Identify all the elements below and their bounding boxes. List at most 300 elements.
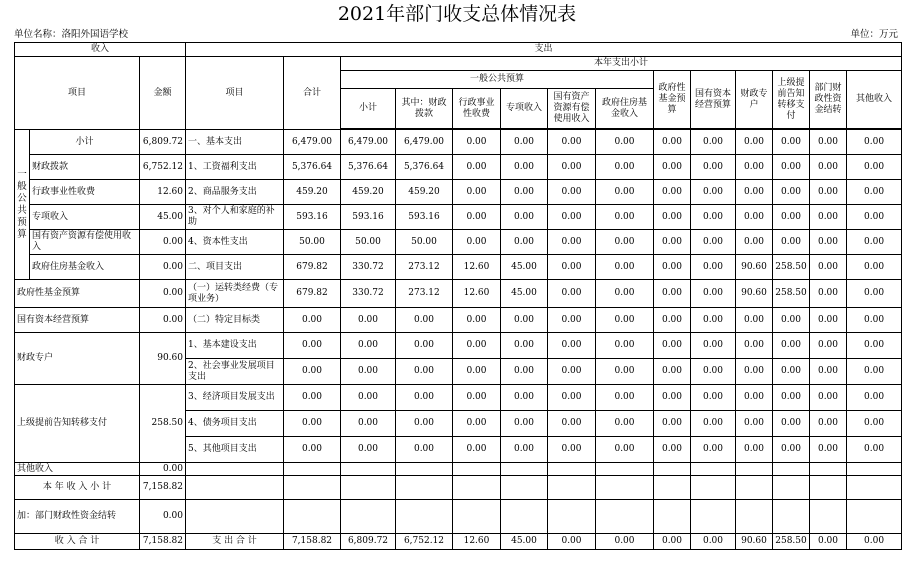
- value-cell: 0.00: [736, 155, 773, 180]
- value-cell: 0.00: [847, 437, 902, 463]
- value-cell: 0.00: [596, 333, 654, 359]
- value-cell: 0.00: [691, 359, 736, 385]
- state-capital-header: 国有资本经营预算: [691, 71, 736, 129]
- value-cell: 0.00: [453, 411, 501, 437]
- table-row: [15, 255, 902, 280]
- empty-cell: [186, 500, 284, 534]
- general-budget-header: 一般公共预算: [341, 71, 654, 89]
- value-cell: 0.00: [596, 155, 654, 180]
- value-cell: 0.00: [453, 333, 501, 359]
- value-cell: 0.00: [736, 130, 773, 155]
- value-cell: 0.00: [691, 130, 736, 155]
- value-cell: 0.00: [847, 205, 902, 230]
- empty-cell: [341, 500, 396, 534]
- other-income-header: 其他收入: [847, 71, 902, 129]
- income-amount: 0.00: [140, 500, 186, 534]
- value-cell: 0.00: [548, 333, 596, 359]
- value-cell: 0.00: [501, 385, 548, 411]
- value-cell: 0.00: [691, 411, 736, 437]
- income-item: 本 年 收 入 小 计: [15, 476, 140, 500]
- value-cell: 0.00: [736, 180, 773, 205]
- value-cell: 0.00: [654, 308, 691, 333]
- empty-cell: [501, 463, 548, 476]
- value-cell: 0.00: [284, 333, 341, 359]
- empty-cell: [773, 476, 810, 500]
- income-item: 小计: [30, 130, 140, 155]
- expense-item: 3、对个人和家庭的补助: [186, 205, 284, 230]
- table-row: [15, 205, 902, 230]
- subtotal-header: 小计: [341, 89, 396, 129]
- value-cell: 0.00: [548, 534, 596, 550]
- value-cell: 0.00: [691, 180, 736, 205]
- empty-cell: [341, 476, 396, 500]
- table-row: [15, 463, 902, 476]
- income-total-amount: 7,158.82: [140, 534, 186, 550]
- value-cell: 0.00: [284, 437, 341, 463]
- value-cell: 0.00: [810, 308, 847, 333]
- expense-item: 5、其他项目支出: [186, 437, 284, 463]
- value-cell: 0.00: [548, 385, 596, 411]
- amount-header: 金额: [140, 57, 186, 130]
- empty-cell: [596, 463, 654, 476]
- value-cell: 0.00: [596, 411, 654, 437]
- value-cell: 12.60: [453, 280, 501, 308]
- income-amount: 7,158.82: [140, 476, 186, 500]
- value-cell: 0.00: [736, 359, 773, 385]
- expense-total-label: 支 出 合 计: [186, 534, 284, 550]
- table-row: [15, 500, 902, 534]
- unit-label: 单位：万元: [850, 29, 898, 40]
- empty-cell: [736, 463, 773, 476]
- empty-cell: [396, 463, 453, 476]
- empty-cell: [810, 500, 847, 534]
- income-item: 行政事业性收费: [30, 180, 140, 205]
- empty-cell: [453, 476, 501, 500]
- value-cell: 0.00: [548, 280, 596, 308]
- value-cell: 0.00: [453, 180, 501, 205]
- total-header: 合计: [284, 57, 341, 130]
- income-item: 财政拨款: [30, 155, 140, 180]
- value-cell: 0.00: [654, 230, 691, 255]
- value-cell: 6,479.00: [284, 130, 341, 155]
- value-cell: 0.00: [501, 359, 548, 385]
- value-cell: 0.00: [596, 385, 654, 411]
- value-cell: 0.00: [548, 155, 596, 180]
- value-cell: 593.16: [341, 205, 396, 230]
- value-cell: 0.00: [284, 359, 341, 385]
- expense-item: 2、商品服务支出: [186, 180, 284, 205]
- value-cell: 459.20: [341, 180, 396, 205]
- value-cell: 0.00: [548, 437, 596, 463]
- table-row: [15, 476, 902, 500]
- current-year-header: 本年支出小计: [341, 57, 902, 71]
- value-cell: 0.00: [736, 411, 773, 437]
- value-cell: 459.20: [284, 180, 341, 205]
- value-cell: 0.00: [810, 255, 847, 280]
- empty-cell: [773, 500, 810, 534]
- value-cell: 0.00: [691, 437, 736, 463]
- empty-cell: [284, 500, 341, 534]
- value-cell: 0.00: [501, 180, 548, 205]
- value-cell: 0.00: [396, 385, 453, 411]
- value-cell: 6,809.72: [341, 534, 396, 550]
- value-cell: 5,376.64: [284, 155, 341, 180]
- value-cell: 0.00: [654, 333, 691, 359]
- income-item: 政府住房基金收入: [30, 255, 140, 280]
- expense-item-header: 项目: [186, 57, 284, 130]
- expense-item: 3、经济项目发展支出: [186, 385, 284, 411]
- value-cell: 0.00: [396, 333, 453, 359]
- value-cell: 0.00: [596, 280, 654, 308]
- value-cell: 0.00: [548, 130, 596, 155]
- empty-cell: [736, 500, 773, 534]
- state-asset-header: 国有资产资源有偿使用收入: [548, 89, 596, 129]
- value-cell: 0.00: [691, 534, 736, 550]
- carryover-header: 部门财政性资金结转: [810, 71, 847, 129]
- value-cell: 6,479.00: [396, 130, 453, 155]
- value-cell: 0.00: [773, 230, 810, 255]
- income-total-label: 收 入 合 计: [15, 534, 140, 550]
- value-cell: 0.00: [548, 180, 596, 205]
- value-cell: 0.00: [773, 385, 810, 411]
- income-amount: 0.00: [140, 255, 186, 280]
- value-cell: 45.00: [501, 255, 548, 280]
- income-header: 收入: [15, 43, 186, 57]
- value-cell: 0.00: [773, 308, 810, 333]
- value-cell: 0.00: [501, 308, 548, 333]
- value-cell: 0.00: [284, 308, 341, 333]
- value-cell: 0.00: [810, 205, 847, 230]
- value-cell: 0.00: [596, 130, 654, 155]
- value-cell: 0.00: [596, 255, 654, 280]
- value-cell: 0.00: [810, 437, 847, 463]
- value-cell: 0.00: [596, 359, 654, 385]
- value-cell: 0.00: [810, 180, 847, 205]
- value-cell: 273.12: [396, 255, 453, 280]
- value-cell: 0.00: [736, 333, 773, 359]
- value-cell: 0.00: [847, 280, 902, 308]
- value-cell: 0.00: [847, 385, 902, 411]
- value-cell: 0.00: [596, 534, 654, 550]
- value-cell: 50.00: [396, 230, 453, 255]
- value-cell: 50.00: [341, 230, 396, 255]
- value-cell: 273.12: [396, 280, 453, 308]
- empty-cell: [341, 463, 396, 476]
- value-cell: 0.00: [396, 411, 453, 437]
- value-cell: 679.82: [284, 255, 341, 280]
- value-cell: 0.00: [341, 411, 396, 437]
- empty-cell: [847, 500, 902, 534]
- value-cell: 0.00: [654, 385, 691, 411]
- table-row: [15, 230, 902, 255]
- value-cell: 0.00: [396, 437, 453, 463]
- value-cell: 0.00: [810, 130, 847, 155]
- value-cell: 0.00: [596, 437, 654, 463]
- empty-cell: [654, 500, 691, 534]
- value-cell: 0.00: [501, 155, 548, 180]
- table-row: [15, 280, 902, 308]
- value-cell: 50.00: [284, 230, 341, 255]
- value-cell: 0.00: [654, 411, 691, 437]
- empty-cell: [773, 463, 810, 476]
- income-item-header: 项目: [15, 57, 140, 130]
- empty-cell: [596, 500, 654, 534]
- housing-fund-header: 政府住房基金收入: [596, 89, 654, 129]
- value-cell: 0.00: [453, 437, 501, 463]
- income-item: 专项收入: [30, 205, 140, 230]
- value-cell: 0.00: [341, 333, 396, 359]
- value-cell: 0.00: [736, 230, 773, 255]
- value-cell: 0.00: [654, 534, 691, 550]
- value-cell: 45.00: [501, 280, 548, 308]
- value-cell: 0.00: [596, 180, 654, 205]
- value-cell: 0.00: [847, 333, 902, 359]
- expense-item: 1、工资福利支出: [186, 155, 284, 180]
- value-cell: 0.00: [847, 155, 902, 180]
- fiscal-special-header: 财政专户: [736, 71, 773, 129]
- empty-cell: [691, 463, 736, 476]
- value-cell: 0.00: [810, 534, 847, 550]
- value-cell: 0.00: [810, 359, 847, 385]
- empty-cell: [548, 500, 596, 534]
- value-cell: 593.16: [284, 205, 341, 230]
- value-cell: 0.00: [847, 255, 902, 280]
- value-cell: 0.00: [773, 180, 810, 205]
- empty-cell: [186, 476, 284, 500]
- value-cell: 459.20: [396, 180, 453, 205]
- totals-row: [15, 534, 902, 550]
- value-cell: 0.00: [596, 230, 654, 255]
- expense-item: 1、基本建设支出: [186, 333, 284, 359]
- income-item: 国有资本经营预算: [15, 308, 140, 333]
- income-amount: 0.00: [140, 308, 186, 333]
- value-cell: 0.00: [736, 308, 773, 333]
- income-amount: 12.60: [140, 180, 186, 205]
- value-cell: 0.00: [810, 385, 847, 411]
- income-amount: 6,752.12: [140, 155, 186, 180]
- value-cell: 0.00: [548, 205, 596, 230]
- value-cell: 0.00: [596, 205, 654, 230]
- value-cell: 0.00: [596, 308, 654, 333]
- value-cell: 0.00: [501, 130, 548, 155]
- empty-cell: [501, 500, 548, 534]
- value-cell: 0.00: [691, 230, 736, 255]
- value-cell: 0.00: [341, 308, 396, 333]
- income-item: 政府性基金预算: [15, 280, 140, 308]
- value-cell: 7,158.82: [284, 534, 341, 550]
- income-item: 财政专户: [15, 333, 140, 385]
- value-cell: 0.00: [548, 230, 596, 255]
- value-cell: 258.50: [773, 534, 810, 550]
- value-cell: 0.00: [691, 155, 736, 180]
- value-cell: 5,376.64: [341, 155, 396, 180]
- value-cell: 0.00: [548, 255, 596, 280]
- table-row: [15, 180, 902, 205]
- value-cell: 0.00: [691, 308, 736, 333]
- value-cell: 0.00: [847, 411, 902, 437]
- expense-item: （二）特定目标类: [186, 308, 284, 333]
- value-cell: 0.00: [691, 385, 736, 411]
- value-cell: 0.00: [810, 411, 847, 437]
- value-cell: 0.00: [810, 333, 847, 359]
- empty-cell: [396, 476, 453, 500]
- general-budget-vertical-label: 一般公共预算: [15, 130, 30, 280]
- table-row: [15, 385, 902, 411]
- value-cell: 0.00: [847, 180, 902, 205]
- value-cell: 12.60: [453, 255, 501, 280]
- expense-item: 一、基本支出: [186, 130, 284, 155]
- value-cell: 0.00: [773, 205, 810, 230]
- value-cell: 0.00: [501, 230, 548, 255]
- value-cell: 0.00: [810, 230, 847, 255]
- value-cell: 258.50: [773, 280, 810, 308]
- empty-cell: [691, 500, 736, 534]
- empty-cell: [810, 463, 847, 476]
- income-amount: 258.50: [140, 385, 186, 463]
- value-cell: 0.00: [501, 411, 548, 437]
- empty-cell: [654, 463, 691, 476]
- value-cell: 0.00: [736, 385, 773, 411]
- empty-cell: [284, 476, 341, 500]
- value-cell: 0.00: [654, 280, 691, 308]
- expense-item: （一）运转类经费（专项业务）: [186, 280, 284, 308]
- expense-item: 二、项目支出: [186, 255, 284, 280]
- value-cell: 0.00: [548, 359, 596, 385]
- value-cell: 0.00: [691, 280, 736, 308]
- income-item: 加：部门财政性资金结转: [15, 500, 140, 534]
- special-income-header: 专项收入: [501, 89, 548, 129]
- value-cell: 0.00: [810, 280, 847, 308]
- value-cell: 0.00: [453, 155, 501, 180]
- value-cell: 90.60: [736, 255, 773, 280]
- value-cell: 6,752.12: [396, 534, 453, 550]
- income-amount: 0.00: [140, 280, 186, 308]
- expense-item: 4、债务项目支出: [186, 411, 284, 437]
- empty-cell: [548, 463, 596, 476]
- value-cell: 0.00: [773, 333, 810, 359]
- value-cell: 330.72: [341, 255, 396, 280]
- value-cell: 258.50: [773, 255, 810, 280]
- income-amount: 45.00: [140, 205, 186, 230]
- empty-cell: [654, 476, 691, 500]
- value-cell: 0.00: [810, 155, 847, 180]
- value-cell: 0.00: [654, 359, 691, 385]
- income-amount: 90.60: [140, 333, 186, 385]
- value-cell: 0.00: [847, 130, 902, 155]
- budget-table: [14, 42, 902, 550]
- empty-cell: [810, 476, 847, 500]
- value-cell: 0.00: [691, 255, 736, 280]
- value-cell: 5,376.64: [396, 155, 453, 180]
- value-cell: 12.60: [453, 534, 501, 550]
- value-cell: 0.00: [773, 130, 810, 155]
- admin-fee-header: 行政事业性收费: [453, 89, 501, 129]
- table-row: [15, 155, 902, 180]
- value-cell: 0.00: [453, 385, 501, 411]
- value-cell: 0.00: [284, 411, 341, 437]
- income-item: 其他收入: [15, 463, 140, 476]
- value-cell: 0.00: [548, 308, 596, 333]
- value-cell: 0.00: [773, 437, 810, 463]
- income-item: 国有资产资源有偿使用收入: [30, 230, 140, 255]
- value-cell: 330.72: [341, 280, 396, 308]
- expense-header: 支出: [186, 43, 902, 57]
- unit-name: 单位名称：洛阳外国语学校: [14, 29, 129, 40]
- income-amount: 0.00: [140, 463, 186, 476]
- value-cell: 0.00: [736, 437, 773, 463]
- empty-cell: [847, 463, 902, 476]
- value-cell: 0.00: [654, 205, 691, 230]
- empty-cell: [453, 463, 501, 476]
- value-cell: 0.00: [453, 359, 501, 385]
- value-cell: 0.00: [654, 437, 691, 463]
- value-cell: 0.00: [654, 130, 691, 155]
- value-cell: 0.00: [453, 230, 501, 255]
- value-cell: 90.60: [736, 280, 773, 308]
- income-item: 上级提前告知转移支付: [15, 385, 140, 463]
- table-row: [15, 333, 902, 359]
- gov-fund-header: 政府性基金预算: [654, 71, 691, 129]
- value-cell: 0.00: [773, 359, 810, 385]
- empty-cell: [396, 500, 453, 534]
- empty-cell: [596, 476, 654, 500]
- value-cell: 0.00: [773, 155, 810, 180]
- value-cell: 0.00: [501, 437, 548, 463]
- value-cell: 45.00: [501, 534, 548, 550]
- value-cell: 0.00: [453, 308, 501, 333]
- empty-cell: [736, 476, 773, 500]
- empty-cell: [501, 476, 548, 500]
- value-cell: 0.00: [396, 308, 453, 333]
- value-cell: 0.00: [341, 359, 396, 385]
- value-cell: 0.00: [654, 155, 691, 180]
- expense-item: 4、资本性支出: [186, 230, 284, 255]
- value-cell: 6,479.00: [341, 130, 396, 155]
- value-cell: 0.00: [501, 333, 548, 359]
- expense-item: 2、社会事业发展项目支出: [186, 359, 284, 385]
- table-row: [15, 308, 902, 333]
- value-cell: 0.00: [847, 308, 902, 333]
- value-cell: 0.00: [341, 437, 396, 463]
- value-cell: 0.00: [736, 205, 773, 230]
- value-cell: 0.00: [654, 180, 691, 205]
- value-cell: 0.00: [548, 411, 596, 437]
- value-cell: 0.00: [773, 411, 810, 437]
- value-cell: 0.00: [396, 359, 453, 385]
- income-amount: 0.00: [140, 230, 186, 255]
- value-cell: 0.00: [341, 385, 396, 411]
- empty-cell: [847, 476, 902, 500]
- value-cell: 0.00: [453, 130, 501, 155]
- value-cell: 0.00: [847, 230, 902, 255]
- value-cell: 0.00: [501, 205, 548, 230]
- empty-cell: [453, 500, 501, 534]
- table-row: [15, 130, 902, 155]
- income-amount: 6,809.72: [140, 130, 186, 155]
- value-cell: 0.00: [453, 205, 501, 230]
- value-cell: 0.00: [847, 534, 902, 550]
- empty-cell: [548, 476, 596, 500]
- empty-cell: [284, 463, 341, 476]
- value-cell: 0.00: [691, 333, 736, 359]
- value-cell: 0.00: [284, 385, 341, 411]
- empty-cell: [186, 463, 284, 476]
- empty-cell: [691, 476, 736, 500]
- value-cell: 0.00: [847, 359, 902, 385]
- value-cell: 679.82: [284, 280, 341, 308]
- transfer-header: 上级提前告知转移支付: [773, 71, 810, 129]
- fiscal-grant-header: 其中：财政拨款: [396, 89, 453, 129]
